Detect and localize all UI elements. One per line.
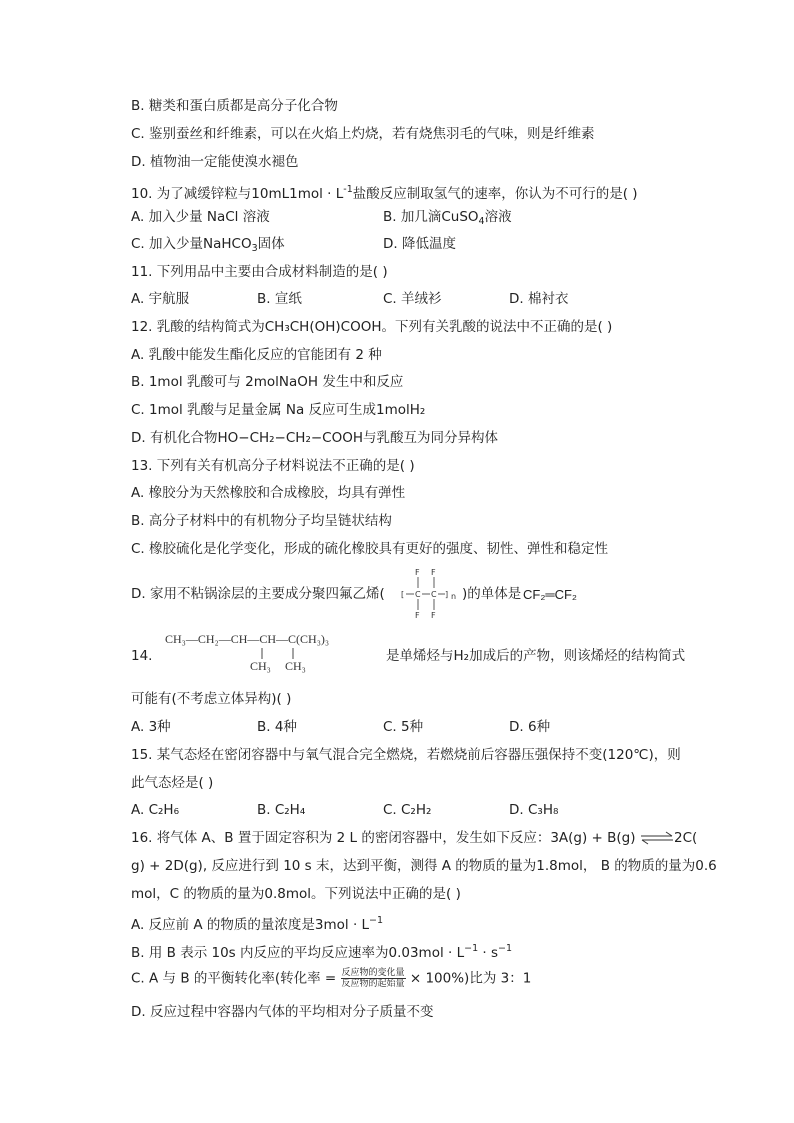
ptfe-c-1: C — [415, 590, 421, 599]
q14-option-c: C. 5种 — [383, 719, 424, 735]
q9-option-d: D. 植物油一定能使溴水褪色 — [131, 154, 299, 170]
q10-option-a: A. 加入少量 NaCl 溶液 — [131, 209, 270, 225]
q15-option-b: B. C₂H₄ — [257, 802, 306, 818]
q14-option-b: B. 4种 — [257, 719, 297, 735]
q13-option-d-post: )的单体是 — [462, 586, 522, 602]
ptfe-bracket-left: [ — [401, 590, 405, 599]
q16-option-b-sup2: −1 — [498, 943, 513, 954]
q13-option-d-pre: D. 家用不粘锅涂层的主要成分聚四氟乙烯( — [131, 586, 385, 602]
q14-structure-main: CH₃—CH₂—CH—CH—C(CH₃)₃ — [165, 632, 330, 646]
q16-option-b-text: B. 用 B 表示 10s 内反应的平均反应速率为0.03mol · L — [131, 945, 465, 961]
q15-stem-line1: 15. 某气态烃在密闭容器中与氧气混合完全燃烧，若燃烧前后容器压强保持不变(120℃)，则 — [131, 747, 681, 763]
ptfe-bracket-right: ] — [445, 590, 449, 599]
q13-stem: 13. 下列有关有机高分子材料说法不正确的是( ) — [131, 458, 415, 474]
q11-option-d: D. 棉衬衣 — [509, 291, 569, 307]
q16-option-b-mid: · s — [478, 945, 499, 961]
q9-option-b: B. 糖类和蛋白质都是高分子化合物 — [131, 98, 338, 114]
q10-stem-part1: 10. 为了减缓锌粒与10mL1mol · L — [131, 186, 344, 202]
q15-stem-line2: 此气态烃是( ) — [131, 775, 214, 791]
q10-option-b — [383, 207, 512, 232]
q15-option-a: A. C₂H₆ — [131, 802, 179, 818]
q10-option-b-sub: 4 — [478, 216, 485, 227]
q16-stem-line1-tail: 2C( — [674, 830, 698, 846]
q16-option-c-post: × 100%)比为 3：1 — [405, 970, 532, 987]
q12-option-c: C. 1mol 乳酸与足量金属 Na 反应可生成1molH₂ — [131, 402, 426, 418]
q14-stem-line2: 可能有(不考虑立体异构)( ) — [131, 691, 292, 707]
q10-stem-sup: -1 — [343, 184, 353, 195]
q16-option-c-pre: C. A 与 B 的平衡转化率(转化率 = — [131, 970, 341, 987]
q16-option-c — [131, 968, 531, 989]
q14-branch-methyl-1: CH₃ — [250, 659, 271, 673]
q16-option-a-text: A. 反应前 A 的物质的量浓度是3mol · L — [131, 917, 370, 933]
q12-stem: 12. 乳酸的结构简式为CH₃CH(OH)COOH。下列有关乳酸的说法中不正确的是( ) — [131, 319, 613, 335]
q13-option-a: A. 橡胶分为天然橡胶和合成橡胶，均具有弹性 — [131, 485, 406, 501]
q16-option-b — [131, 939, 512, 963]
q10-option-c-post: 固体 — [257, 236, 285, 252]
q10-option-c-pre: C. 加入少量NaHCO — [131, 236, 252, 252]
q15-option-c: C. C₂H₂ — [383, 802, 432, 818]
q16-option-b-sup1: −1 — [464, 943, 479, 954]
equilibrium-arrow-icon — [640, 831, 674, 845]
ptfe-f-bot-1: F — [415, 611, 420, 620]
ptfe-f-top-1: F — [415, 568, 420, 577]
q11-stem: 11. 下列用品中主要由合成材料制造的是( ) — [131, 264, 388, 280]
q12-option-b: B. 1mol 乳酸可与 2molNaOH 发生中和反应 — [131, 374, 404, 390]
q10-option-b-pre: B. 加几滴CuSO — [383, 209, 479, 225]
fraction-denominator: 反应物的起始量 — [341, 979, 405, 989]
q16-stem-line2: g) + 2D(g), 反应进行到 10 s 末，达到平衡，测得 A 的物质的量为1.8mol， B 的物质的量为0.6 — [131, 858, 717, 874]
q11-option-a: A. 宇航服 — [131, 291, 190, 307]
q12-option-d: D. 有机化合物HO−CH₂−CH₂−COOH与乳酸互为同分异构体 — [131, 430, 498, 446]
q16-stem-line3: mol，C 的物质的量为0.8mol。下列说法中正确的是( ) — [131, 886, 461, 902]
fraction-numerator: 反应物的变化量 — [341, 968, 405, 978]
q16-stem-line1: 16. 将气体 A、B 置于固定容积为 2 L 的密闭容器中，发生如下反应：3A(g) + B(g) — [131, 830, 636, 846]
q10-stem-part2: 盐酸反应制取氢气的速率，你认为不可行的是( ) — [352, 186, 638, 202]
ptfe-f-bot-2: F — [431, 611, 436, 620]
q10-option-b-post: 溶液 — [484, 209, 512, 225]
q12-option-a: A. 乳酸中能发生酯化反应的官能团有 2 种 — [131, 347, 382, 363]
q10-option-c-sub: 3 — [251, 243, 258, 254]
q14-option-a: A. 3种 — [131, 719, 171, 735]
q15-option-d: D. C₃H₈ — [509, 802, 559, 818]
q16-option-a-sup: −1 — [369, 915, 384, 926]
q10-option-c — [131, 234, 285, 259]
q11-option-c: C. 羊绒衫 — [383, 291, 442, 307]
q14-stem-tail: 是单烯烃与H₂加成后的产物，则该烯烃的结构简式 — [386, 648, 686, 664]
q10-option-d: D. 降低温度 — [383, 236, 456, 252]
q16-option-a — [131, 911, 383, 935]
q13-monomer: CF₂═CF₂ — [523, 587, 577, 602]
q10-stem — [131, 180, 638, 204]
q13-option-b: B. 高分子材料中的有机物分子均呈链状结构 — [131, 513, 392, 529]
q14-number: 14. — [131, 648, 153, 664]
conversion-fraction — [341, 968, 406, 989]
ptfe-f-top-2: F — [431, 568, 436, 577]
ptfe-c-2: C — [431, 590, 437, 599]
q14-option-d: D. 6种 — [509, 719, 551, 735]
q11-option-b: B. 宣纸 — [257, 291, 302, 307]
ptfe-structure-diagram — [401, 566, 463, 620]
q13-option-c: C. 橡胶硫化是化学变化，形成的硫化橡胶具有更好的强度、韧性、弹性和稳定性 — [131, 541, 609, 557]
q9-option-c: C. 鉴别蚕丝和纤维素，可以在火焰上灼烧，若有烧焦羽毛的气味，则是纤维素 — [131, 126, 595, 142]
ptfe-subscript-n: n — [451, 592, 457, 601]
q16-option-d: D. 反应过程中容器内气体的平均相对分子质量不变 — [131, 1004, 434, 1020]
q14-branch-methyl-2: CH₃ — [285, 659, 306, 673]
